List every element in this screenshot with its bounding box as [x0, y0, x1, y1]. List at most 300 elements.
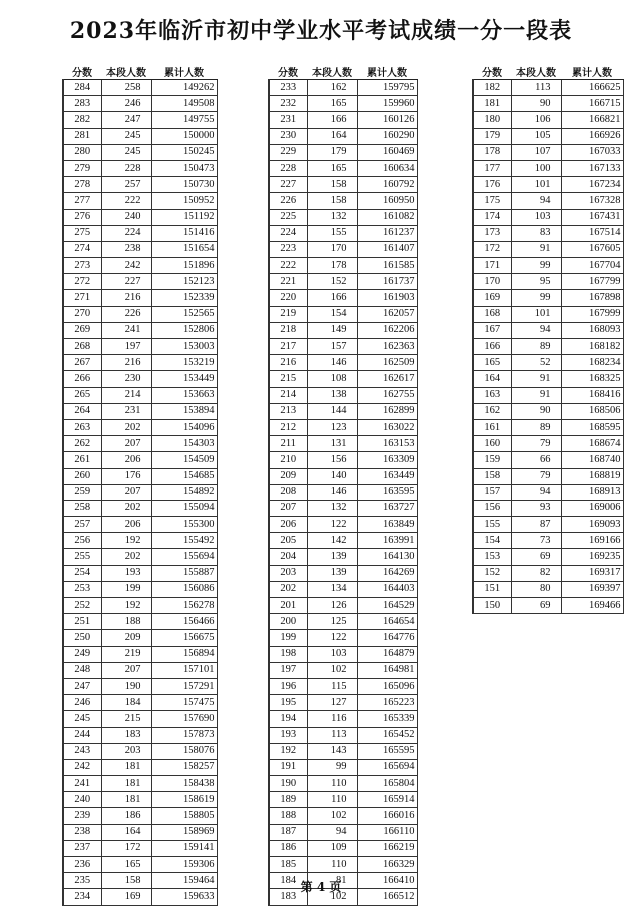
segment-count-cell: 69 — [511, 598, 561, 614]
table-row — [473, 96, 623, 112]
score-cell: 185 — [269, 857, 307, 873]
score-cell: 188 — [269, 808, 307, 824]
score-cell: 161 — [473, 419, 511, 435]
cumulative-count-cell: 155492 — [151, 533, 217, 549]
cumulative-count-cell: 160634 — [357, 160, 417, 176]
table-row — [269, 339, 417, 355]
score-cell: 162 — [473, 403, 511, 419]
score-cell: 180 — [473, 112, 511, 128]
cumulative-count-cell: 158257 — [151, 759, 217, 775]
segment-count-cell: 224 — [101, 225, 151, 241]
score-cell: 273 — [63, 258, 101, 274]
segment-count-cell: 219 — [101, 646, 151, 662]
cumulative-count-cell: 157873 — [151, 727, 217, 743]
segment-count-cell: 89 — [511, 339, 561, 355]
table-row — [269, 695, 417, 711]
segment-count-cell: 227 — [101, 274, 151, 290]
table-row — [473, 581, 623, 597]
table-row — [63, 500, 217, 516]
table-row — [473, 371, 623, 387]
segment-count-cell: 83 — [511, 225, 561, 241]
table-row — [473, 193, 623, 209]
table-row — [63, 128, 217, 144]
score-cell: 173 — [473, 225, 511, 241]
segment-count-cell: 91 — [511, 371, 561, 387]
score-cell: 186 — [269, 840, 307, 856]
score-cell: 182 — [473, 80, 511, 96]
table-row — [269, 436, 417, 452]
cumulative-count-cell: 165223 — [357, 695, 417, 711]
table-row — [269, 808, 417, 824]
table-row — [63, 371, 217, 387]
table-row — [473, 500, 623, 516]
score-cell: 263 — [63, 419, 101, 435]
segment-count-cell: 132 — [307, 500, 357, 516]
table-row — [63, 387, 217, 403]
segment-count-cell: 122 — [307, 517, 357, 533]
score-cell: 202 — [269, 581, 307, 597]
table-row — [269, 484, 417, 500]
table-row — [269, 468, 417, 484]
score-cell: 267 — [63, 355, 101, 371]
cumulative-count-cell: 163727 — [357, 500, 417, 516]
table-row — [63, 808, 217, 824]
score-cell: 251 — [63, 614, 101, 630]
segment-count-cell: 93 — [511, 500, 561, 516]
segment-count-cell: 99 — [511, 290, 561, 306]
score-cell: 224 — [269, 225, 307, 241]
cumulative-count-cell: 168416 — [561, 387, 623, 403]
cumulative-count-cell: 153003 — [151, 339, 217, 355]
score-cell: 194 — [269, 711, 307, 727]
cumulative-count-cell: 158438 — [151, 776, 217, 792]
cumulative-count-cell: 167033 — [561, 144, 623, 160]
segment-count-cell: 103 — [307, 646, 357, 662]
score-cell: 232 — [269, 96, 307, 112]
cumulative-count-cell: 159633 — [151, 889, 217, 905]
cumulative-count-cell: 155887 — [151, 565, 217, 581]
segment-count-cell: 165 — [307, 96, 357, 112]
score-cell: 241 — [63, 776, 101, 792]
table-row — [473, 144, 623, 160]
score-cell: 212 — [269, 419, 307, 435]
cumulative-count-cell: 153219 — [151, 355, 217, 371]
table-row — [473, 355, 623, 371]
segment-count-cell: 181 — [101, 776, 151, 792]
score-cell: 203 — [269, 565, 307, 581]
segment-count-cell: 166 — [307, 112, 357, 128]
score-cell: 193 — [269, 727, 307, 743]
segment-count-cell: 101 — [511, 306, 561, 322]
score-cell: 229 — [269, 144, 307, 160]
segment-count-cell: 73 — [511, 533, 561, 549]
cumulative-count-cell: 166715 — [561, 96, 623, 112]
score-cell: 258 — [63, 500, 101, 516]
score-cell: 247 — [63, 678, 101, 694]
score-cell: 198 — [269, 646, 307, 662]
segment-count-cell: 202 — [101, 549, 151, 565]
table-row — [269, 711, 417, 727]
cumulative-count-cell: 160469 — [357, 144, 417, 160]
segment-count-cell: 142 — [307, 533, 357, 549]
score-cell: 169 — [473, 290, 511, 306]
cumulative-count-cell: 168913 — [561, 484, 623, 500]
table-row — [269, 614, 417, 630]
cumulative-count-cell: 149755 — [151, 112, 217, 128]
cumulative-count-cell: 154892 — [151, 484, 217, 500]
cumulative-count-cell: 160792 — [357, 177, 417, 193]
segment-count-cell: 87 — [511, 517, 561, 533]
table-row — [473, 177, 623, 193]
table-row — [63, 419, 217, 435]
table-row — [63, 80, 217, 96]
table-row — [63, 436, 217, 452]
segment-count-cell: 140 — [307, 468, 357, 484]
score-cell: 246 — [63, 695, 101, 711]
segment-count-cell: 132 — [307, 209, 357, 225]
table-row — [269, 452, 417, 468]
score-cell: 266 — [63, 371, 101, 387]
table-row — [269, 128, 417, 144]
cumulative-count-cell: 169166 — [561, 533, 623, 549]
table-row — [63, 662, 217, 678]
score-cell: 172 — [473, 241, 511, 257]
score-cell: 196 — [269, 678, 307, 694]
table-row — [473, 274, 623, 290]
cumulative-count-cell: 169466 — [561, 598, 623, 614]
segment-count-cell: 95 — [511, 274, 561, 290]
segment-count-cell: 134 — [307, 581, 357, 597]
segment-count-cell: 246 — [101, 96, 151, 112]
segment-count-cell: 91 — [511, 241, 561, 257]
score-cell: 187 — [269, 824, 307, 840]
segment-count-cell: 207 — [101, 484, 151, 500]
segment-count-cell: 79 — [511, 468, 561, 484]
table-row — [269, 630, 417, 646]
cumulative-count-cell: 164654 — [357, 614, 417, 630]
score-cell: 262 — [63, 436, 101, 452]
score-cell: 261 — [63, 452, 101, 468]
score-cell: 259 — [63, 484, 101, 500]
score-cell: 240 — [63, 792, 101, 808]
segment-count-cell: 102 — [307, 808, 357, 824]
table-row — [269, 322, 417, 338]
score-cell: 214 — [269, 387, 307, 403]
segment-count-cell: 188 — [101, 614, 151, 630]
table-row — [63, 565, 217, 581]
table-row — [269, 193, 417, 209]
segment-count-cell: 66 — [511, 452, 561, 468]
cumulative-count-cell: 162617 — [357, 371, 417, 387]
segment-count-cell: 103 — [511, 209, 561, 225]
table-row — [63, 840, 217, 856]
segment-count-cell: 144 — [307, 403, 357, 419]
score-cell: 153 — [473, 549, 511, 565]
table-row — [269, 598, 417, 614]
cumulative-count-cell: 169093 — [561, 517, 623, 533]
cumulative-count-cell: 167704 — [561, 258, 623, 274]
table-row — [269, 662, 417, 678]
cumulative-count-cell: 161237 — [357, 225, 417, 241]
score-cell: 226 — [269, 193, 307, 209]
segment-count-cell: 100 — [511, 160, 561, 176]
cumulative-count-cell: 149262 — [151, 80, 217, 96]
table-row — [269, 258, 417, 274]
cumulative-count-cell: 151416 — [151, 225, 217, 241]
cumulative-count-cell: 165804 — [357, 776, 417, 792]
score-cell: 242 — [63, 759, 101, 775]
page-number: 第 4 页 — [300, 880, 342, 894]
table-row — [473, 128, 623, 144]
cumulative-count-cell: 164981 — [357, 662, 417, 678]
segment-count-cell: 109 — [307, 840, 357, 856]
table-row — [269, 387, 417, 403]
cumulative-count-cell: 156675 — [151, 630, 217, 646]
table-row — [63, 177, 217, 193]
table-row — [473, 306, 623, 322]
score-cell: 183 — [269, 889, 307, 905]
cumulative-count-cell: 156086 — [151, 581, 217, 597]
cumulative-count-cell: 161737 — [357, 274, 417, 290]
table-row — [473, 209, 623, 225]
segment-count-cell: 166 — [307, 290, 357, 306]
score-table-1 — [62, 64, 218, 906]
table-row — [63, 274, 217, 290]
cumulative-count-cell: 168506 — [561, 403, 623, 419]
cumulative-count-cell: 166821 — [561, 112, 623, 128]
segment-count-cell: 172 — [101, 840, 151, 856]
table-row — [473, 598, 623, 614]
cumulative-count-cell: 150000 — [151, 128, 217, 144]
table-row — [473, 403, 623, 419]
table-row — [63, 160, 217, 176]
table-row — [63, 678, 217, 694]
cumulative-count-cell: 167328 — [561, 193, 623, 209]
segment-count-cell: 169 — [101, 889, 151, 905]
segment-count-cell: 183 — [101, 727, 151, 743]
table-row — [269, 241, 417, 257]
cumulative-count-cell: 167898 — [561, 290, 623, 306]
score-cell: 238 — [63, 824, 101, 840]
score-cell: 270 — [63, 306, 101, 322]
segment-count-cell: 181 — [101, 792, 151, 808]
segment-count-cell: 164 — [307, 128, 357, 144]
table-row — [473, 484, 623, 500]
table-row — [473, 322, 623, 338]
cumulative-count-cell: 164403 — [357, 581, 417, 597]
table-row — [63, 581, 217, 597]
segment-count-cell: 242 — [101, 258, 151, 274]
cumulative-count-cell: 169317 — [561, 565, 623, 581]
segment-count-cell: 101 — [511, 177, 561, 193]
cumulative-count-cell: 168674 — [561, 436, 623, 452]
segment-count-cell: 152 — [307, 274, 357, 290]
score-cell: 248 — [63, 662, 101, 678]
score-cell: 276 — [63, 209, 101, 225]
cumulative-count-cell: 162363 — [357, 339, 417, 355]
segment-count-cell: 228 — [101, 160, 151, 176]
table-row — [63, 549, 217, 565]
score-cell: 257 — [63, 517, 101, 533]
cumulative-count-cell: 160126 — [357, 112, 417, 128]
segment-count-cell: 102 — [307, 889, 357, 905]
cumulative-count-cell: 152339 — [151, 290, 217, 306]
table-row — [269, 225, 417, 241]
table-row — [269, 776, 417, 792]
score-cell: 220 — [269, 290, 307, 306]
segment-count-cell: 90 — [511, 96, 561, 112]
table-row — [63, 857, 217, 873]
score-cell: 176 — [473, 177, 511, 193]
table-row — [63, 824, 217, 840]
score-cell: 228 — [269, 160, 307, 176]
cumulative-count-cell: 161903 — [357, 290, 417, 306]
cumulative-count-cell: 166329 — [357, 857, 417, 873]
segment-count-cell: 181 — [101, 759, 151, 775]
segment-count-cell: 113 — [511, 80, 561, 96]
segment-count-cell: 99 — [307, 759, 357, 775]
score-table-2 — [268, 64, 418, 906]
segment-count-cell: 106 — [511, 112, 561, 128]
segment-count-cell: 190 — [101, 678, 151, 694]
table-row — [473, 290, 623, 306]
score-cell: 177 — [473, 160, 511, 176]
cumulative-count-cell: 164130 — [357, 549, 417, 565]
score-cell: 219 — [269, 306, 307, 322]
cumulative-count-cell: 159795 — [357, 80, 417, 96]
cumulative-count-cell: 167431 — [561, 209, 623, 225]
cumulative-count-cell: 162899 — [357, 403, 417, 419]
table-row — [63, 792, 217, 808]
score-table-3 — [472, 64, 624, 614]
table-row — [269, 500, 417, 516]
score-cell: 265 — [63, 387, 101, 403]
segment-count-cell: 146 — [307, 484, 357, 500]
score-cell: 201 — [269, 598, 307, 614]
segment-count-cell: 94 — [511, 484, 561, 500]
cumulative-count-cell: 166625 — [561, 80, 623, 96]
header-score: 分数 — [63, 64, 101, 80]
cumulative-count-cell: 157690 — [151, 711, 217, 727]
cumulative-count-cell: 165452 — [357, 727, 417, 743]
segment-count-cell: 258 — [101, 80, 151, 96]
score-cell: 181 — [473, 96, 511, 112]
score-cell: 275 — [63, 225, 101, 241]
table-row — [473, 80, 623, 96]
score-cell: 256 — [63, 533, 101, 549]
segment-count-cell: 199 — [101, 581, 151, 597]
segment-count-cell: 226 — [101, 306, 151, 322]
table-row — [269, 177, 417, 193]
score-cell: 206 — [269, 517, 307, 533]
cumulative-count-cell: 163022 — [357, 419, 417, 435]
header-cumulative-count: 累计人数 — [357, 64, 417, 80]
table-row — [269, 840, 417, 856]
table-row — [473, 339, 623, 355]
score-cell: 151 — [473, 581, 511, 597]
table-row — [269, 581, 417, 597]
cumulative-count-cell: 163153 — [357, 436, 417, 452]
cumulative-count-cell: 168325 — [561, 371, 623, 387]
score-cell: 164 — [473, 371, 511, 387]
table-row — [63, 258, 217, 274]
table-row — [269, 759, 417, 775]
table-row — [473, 112, 623, 128]
table-row — [63, 322, 217, 338]
segment-count-cell: 52 — [511, 355, 561, 371]
score-cell: 158 — [473, 468, 511, 484]
segment-count-cell: 105 — [511, 128, 561, 144]
score-cell: 217 — [269, 339, 307, 355]
table-row — [63, 290, 217, 306]
cumulative-count-cell: 152806 — [151, 322, 217, 338]
segment-count-cell: 90 — [511, 403, 561, 419]
score-cell: 159 — [473, 452, 511, 468]
score-cell: 184 — [269, 873, 307, 889]
cumulative-count-cell: 157475 — [151, 695, 217, 711]
score-cell: 171 — [473, 258, 511, 274]
segment-count-cell: 82 — [511, 565, 561, 581]
table-row — [269, 290, 417, 306]
segment-count-cell: 192 — [101, 598, 151, 614]
score-cell: 249 — [63, 646, 101, 662]
cumulative-count-cell: 156466 — [151, 614, 217, 630]
score-cell: 254 — [63, 565, 101, 581]
cumulative-count-cell: 155094 — [151, 500, 217, 516]
cumulative-count-cell: 162206 — [357, 322, 417, 338]
segment-count-cell: 245 — [101, 128, 151, 144]
cumulative-count-cell: 152565 — [151, 306, 217, 322]
cumulative-count-cell: 167133 — [561, 160, 623, 176]
segment-count-cell: 99 — [511, 258, 561, 274]
segment-count-cell: 247 — [101, 112, 151, 128]
segment-count-cell: 216 — [101, 290, 151, 306]
table-row — [63, 339, 217, 355]
score-cell: 277 — [63, 193, 101, 209]
segment-count-cell: 94 — [307, 824, 357, 840]
score-cell: 237 — [63, 840, 101, 856]
score-cell: 166 — [473, 339, 511, 355]
score-cell: 160 — [473, 436, 511, 452]
score-cell: 225 — [269, 209, 307, 225]
segment-count-cell: 91 — [511, 387, 561, 403]
table-row — [269, 646, 417, 662]
cumulative-count-cell: 165694 — [357, 759, 417, 775]
score-cell: 205 — [269, 533, 307, 549]
cumulative-count-cell: 164529 — [357, 598, 417, 614]
score-cell: 208 — [269, 484, 307, 500]
score-cell: 274 — [63, 241, 101, 257]
cumulative-count-cell: 158076 — [151, 743, 217, 759]
cumulative-count-cell: 165096 — [357, 678, 417, 694]
cumulative-count-cell: 153663 — [151, 387, 217, 403]
header-segment-count: 本段人数 — [511, 64, 561, 80]
cumulative-count-cell: 166512 — [357, 889, 417, 905]
cumulative-count-cell: 158969 — [151, 824, 217, 840]
segment-count-cell: 238 — [101, 241, 151, 257]
header-cumulative-count: 累计人数 — [151, 64, 217, 80]
score-cell: 190 — [269, 776, 307, 792]
cumulative-count-cell: 168182 — [561, 339, 623, 355]
cumulative-count-cell: 159464 — [151, 873, 217, 889]
segment-count-cell: 216 — [101, 355, 151, 371]
cumulative-count-cell: 155300 — [151, 517, 217, 533]
score-cell: 284 — [63, 80, 101, 96]
score-cell: 260 — [63, 468, 101, 484]
cumulative-count-cell: 163849 — [357, 517, 417, 533]
segment-count-cell: 192 — [101, 533, 151, 549]
score-cell: 218 — [269, 322, 307, 338]
